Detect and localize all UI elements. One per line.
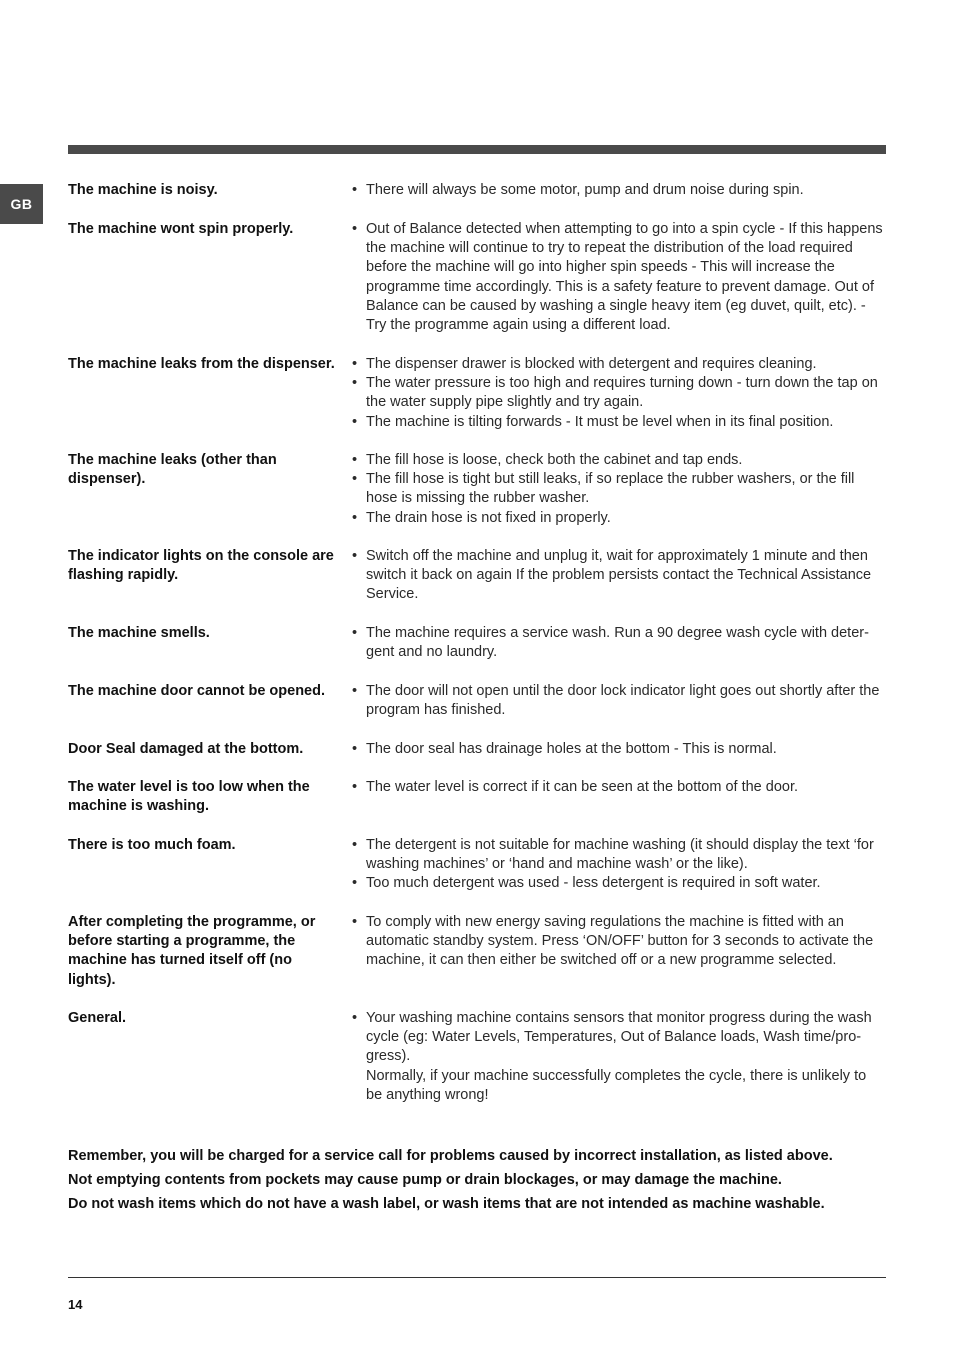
problem-label: The machine leaks from the dispenser. <box>68 356 335 372</box>
language-tab: GB <box>0 184 43 224</box>
list-item: • To comply with new energy saving regulations the machine is fitted with an automatic standby system. Press ‘ON/OFF’ button for 3 seconds to activate the machine, it can then either be switched off or a new programme selected. <box>352 913 886 971</box>
solution-list <box>352 451 886 528</box>
problem-label: The machine leaks (other than dispenser). <box>68 452 277 488</box>
page-number: 14 <box>68 1297 83 1312</box>
problem-label: The indicator lights on the console are flashing rapidly. <box>68 548 334 584</box>
solution-list <box>352 547 886 605</box>
solution-list <box>352 355 886 432</box>
header-rule <box>68 145 886 154</box>
list-item-continuation: Normally, if your machine successfully completes the cycle, there is unlikely to be anything wrong! <box>366 1067 867 1103</box>
problem-label: The machine door cannot be opened. <box>68 683 325 699</box>
note-text: Do not wash items which do not have a wash label, or wash items that are not intended as machine washable. <box>68 1196 825 1213</box>
solution-list <box>352 1009 886 1105</box>
solution-list <box>352 181 886 200</box>
note-text: Remember, you will be charged for a service call for problems caused by incorrect installation, as listed above. <box>68 1148 833 1164</box>
list-item: • Out of Balance detected when attempting to go into a spin cycle - If this happens the machine will continue to try to repeat the distribution of the load required before the machine will go into higher spin speeds - This will increase the programme time accordingly. This is a safety feature to prevent damage. Out of Balance can be caused by washing a single heavy item (eg duvet, quilt, etc). - Try the programme again using a different load. <box>352 220 886 335</box>
note-text: Not emptying contents from pockets may cause pump or drain blockages, or may damage the machine. <box>68 1172 782 1189</box>
list-item: • The door will not open until the door lock indicator light goes out shortly after the program has finished. <box>352 682 886 720</box>
problem-label: The water level is too low when the machine is washing. <box>68 779 310 815</box>
list-item: • Your washing machine contains sensors that monitor progress during the wash cycle (eg: Water Levels, Temperatures, Out of Balance loads, Wash time/pro-gress). <box>352 1009 886 1067</box>
list-item: • The machine is tilting forwards - It must be level when in its final position. <box>352 413 886 432</box>
solution-list <box>352 220 886 335</box>
list-item: • The drain hose is not fixed in properly. <box>352 509 886 528</box>
problem-label: The machine smells. <box>68 625 210 641</box>
problem-label: There is too much foam. <box>68 837 236 853</box>
list-item: • There will always be some motor, pump and drum noise during spin. <box>352 181 886 200</box>
list-item: • The machine requires a service wash. Run a 90 degree wash cycle with deter-gent and no laundry. <box>352 624 886 662</box>
solution-list <box>352 778 886 797</box>
solution-list <box>352 913 886 971</box>
list-item: • The water pressure is too high and requires turning down - turn down the tap on the water supply pipe slightly and try again. <box>352 374 886 412</box>
list-item: • The detergent is not suitable for machine washing (it should display the text ‘for washing machines’ or ‘hand and machine wash’ or the like). <box>352 836 886 874</box>
problem-label: Door Seal damaged at the bottom. <box>68 741 304 757</box>
solution-list <box>352 836 886 894</box>
list-item: • The door seal has drainage holes at the bottom - This is normal. <box>352 740 886 759</box>
problem-label: After completing the programme, or before starting a programme, the machine has turned itself off (no lights). <box>68 914 316 988</box>
list-item: • The fill hose is loose, check both the cabinet and tap ends. <box>352 451 886 470</box>
list-item: • The water level is correct if it can be seen at the bottom of the door. <box>352 778 886 797</box>
problem-label: General. <box>68 1010 127 1026</box>
important-notes <box>68 1147 886 1220</box>
problem-label: The machine wont spin properly. <box>68 221 294 237</box>
solution-list <box>352 682 886 720</box>
solution-list <box>352 740 886 759</box>
list-item: • Too much detergent was used - less detergent is required in soft water. <box>352 874 886 893</box>
list-item: • The dispenser drawer is blocked with detergent and requires cleaning. <box>352 355 886 374</box>
list-item: • Switch off the machine and unplug it, wait for approximately 1 minute and then switch it back on again If the problem persists contact the Technical Assistance Service. <box>352 547 886 605</box>
problem-label: The machine is noisy. <box>68 182 218 198</box>
list-item: • The fill hose is tight but still leaks, if so replace the rubber washers, or the fill hose is missing the rubber washer. <box>352 470 886 508</box>
footer-rule <box>68 1277 886 1278</box>
solution-list <box>352 624 886 662</box>
